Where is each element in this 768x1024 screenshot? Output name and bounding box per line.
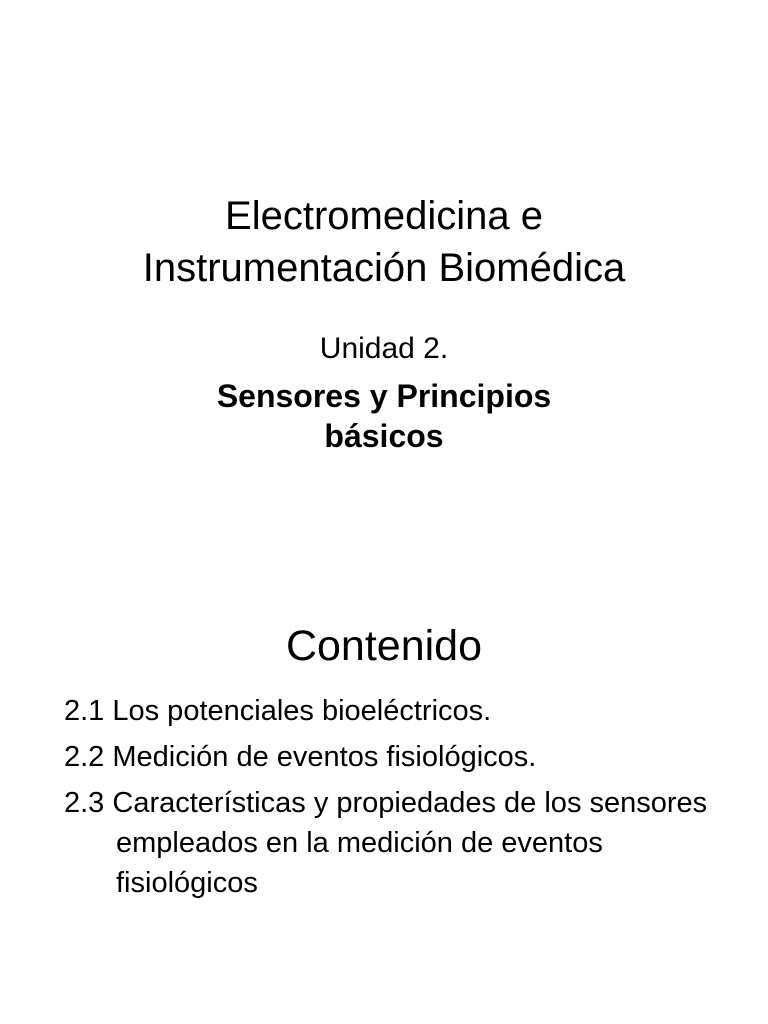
document-title-line-2: Instrumentación Biomédica bbox=[142, 246, 626, 290]
contents-item: 2.3 Características y propiedades de los sensores empleados en la medición de eventos fisiológicos bbox=[64, 787, 708, 899]
document-title-line-1: Electromedicina e bbox=[225, 194, 543, 238]
contents-item: 2.1 Los potenciales bioeléctricos. bbox=[64, 695, 492, 727]
unit-subtitle bbox=[0, 376, 768, 456]
contents-heading: Contenido bbox=[285, 622, 483, 670]
unit-subtitle-line-2: básicos bbox=[324, 418, 444, 454]
contents-list bbox=[64, 691, 714, 909]
unit-subtitle-line-1: Sensores y Principios bbox=[216, 378, 552, 414]
document-title bbox=[0, 190, 768, 294]
contents-item: 2.2 Medición de eventos fisiológicos. bbox=[64, 741, 537, 773]
unit-label: Unidad 2. bbox=[319, 332, 449, 365]
